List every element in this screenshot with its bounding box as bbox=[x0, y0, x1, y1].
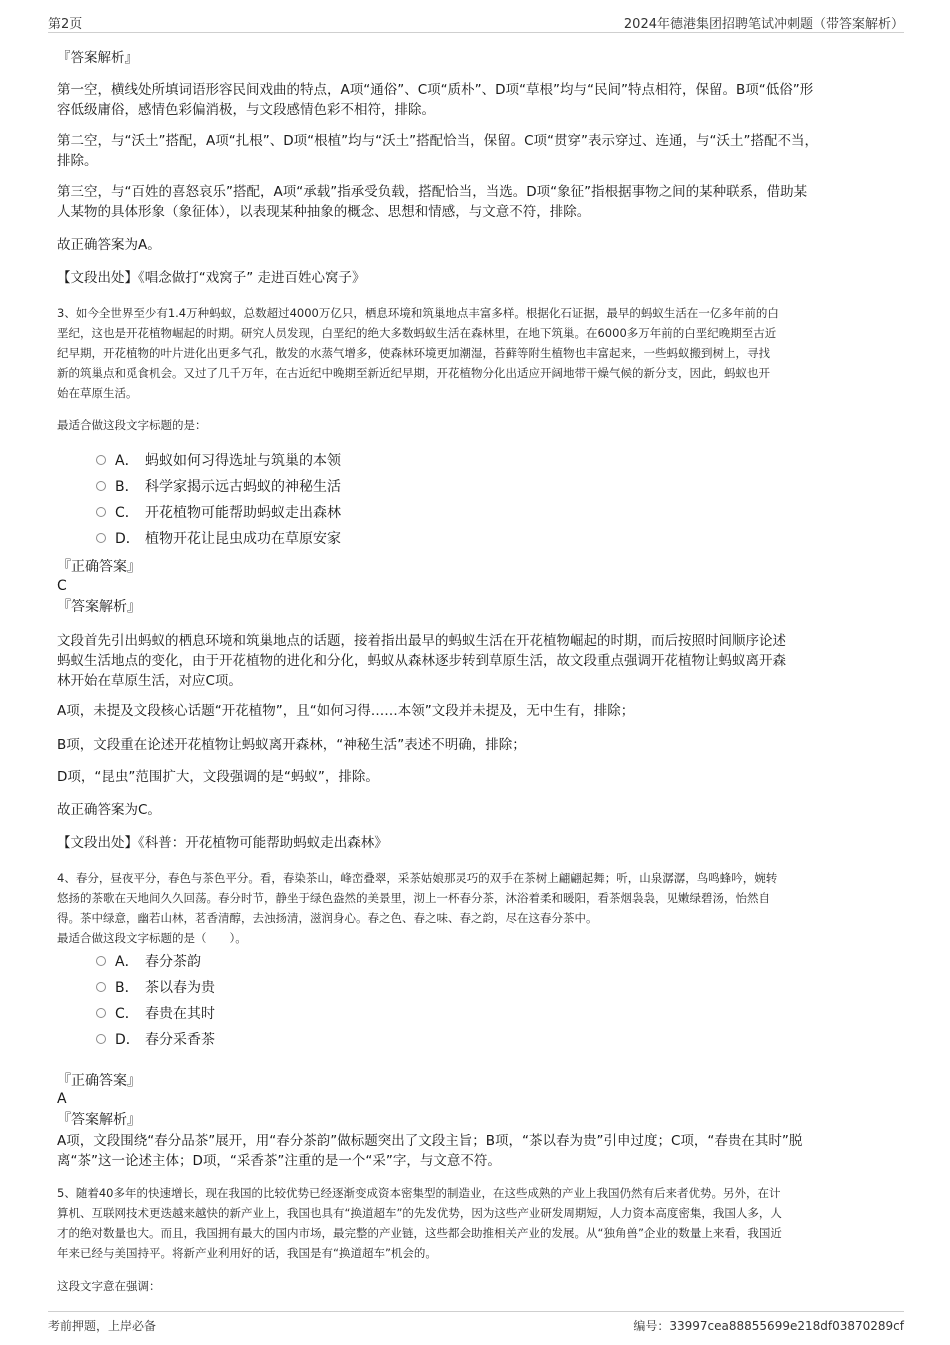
q3-conclusion: 故正确答案为C。 bbox=[57, 802, 161, 818]
q3-analysis-line: B项，文段重在论述开花植物让蚂蚁离开森林，“神秘生活”表述不明确，排除； bbox=[57, 737, 526, 753]
radio-icon[interactable] bbox=[96, 481, 106, 491]
page-footer bbox=[48, 1311, 904, 1336]
radio-icon[interactable] bbox=[96, 956, 106, 966]
radio-icon[interactable] bbox=[96, 1008, 106, 1018]
q3-analysis-line: D项，“昆虫”范围扩大，文段强调的是“蚂蚁”，排除。 bbox=[57, 769, 379, 785]
q2-analysis-line: 第一空，横线处所填词语形容民间戏曲的特点，A项“通俗”、C项“质朴”、D项“草根”均与“民间”特点相符，保留。B项“低俗”形 bbox=[57, 82, 814, 98]
q3-passage-line: 纪早期，开花植物的叶片进化出更多气孔，散发的水蒸气增多，使森林环境更加潮湿，苔藓等附生植物也丰富起来，一些蚂蚁搬到树上，寻找 bbox=[57, 346, 770, 360]
q2-analysis-line: 第三空，与“百姓的喜怒哀乐”搭配，A项“承载”指承受负载，搭配恰当，当选。D项“象征”指根据事物之间的某种联系，借助某 bbox=[57, 184, 808, 200]
q3-analysis-line: A项，未提及文段核心话题“开花植物”，且“如何习得……本领”文段并未提及，无中生有，排除； bbox=[57, 703, 635, 719]
q3-analysis-line: 文段首先引出蚂蚁的栖息环境和筑巢地点的话题，接着指出最早的蚂蚁生活在开花植物崛起的时期，而后按照时间顺序论述 bbox=[57, 633, 786, 649]
q3-analysis-line: 蚂蚁生活地点的变化，由于开花植物的进化和分化，蚂蚁从森林逐步转到草原生活，故文段重点强调开花植物让蚂蚁离开森 bbox=[57, 653, 786, 669]
q3-correct-answer: C bbox=[57, 578, 67, 594]
q2-conclusion: 故正确答案为A。 bbox=[57, 237, 161, 253]
q3-passage-line: 垩纪，这也是开花植物崛起的时期。研究人员发现，白垩纪的绝大多数蚂蚁生活在森林里，在地下筑巢。在6000多万年前的白垩纪晚期至古近 bbox=[57, 326, 777, 340]
q4-passage-line: 得。茶中绿意，幽若山林，茗香清醇，去浊扬清，滋润身心。春之色、春之味、春之韵，尽在这春分茶中。 bbox=[57, 911, 598, 925]
q3-prompt: 最适合做这段文字标题的是： bbox=[57, 418, 207, 432]
q3-passage-line: 新的筑巢点和觅食机会。又过了几千万年，在古近纪中晚期至新近纪早期，开花植物分化出适应开阔地带干燥气候的新分支，因此，蚂蚁也开 bbox=[57, 366, 770, 380]
q4-analysis-label: 『答案解析』 bbox=[57, 1112, 141, 1128]
radio-icon[interactable] bbox=[96, 507, 106, 517]
q3-passage-line: 3、如今全世界至少有1.4万种蚂蚁，总数超过4000万亿只，栖息环境和筑巢地点丰富多样。根据化石证据，最早的蚂蚁生活在一亿多年前的白 bbox=[57, 306, 779, 320]
q4-analysis-line: A项，文段围绕“春分品茶”展开，用“春分茶韵”做标题突出了文段主旨；B项，“茶以春为贵”引申过度；C项，“春贵在其时”脱 bbox=[57, 1133, 803, 1149]
q4-option-d[interactable]: D． 春分采香茶 bbox=[96, 1030, 215, 1050]
radio-icon[interactable] bbox=[96, 455, 106, 465]
page-header bbox=[48, 10, 904, 33]
q3-correct-label: 『正确答案』 bbox=[57, 559, 141, 575]
q3-option-a[interactable]: A． 蚂蚁如何习得选址与筑巢的本领 bbox=[96, 451, 341, 471]
document-title: 2024年德港集团招聘笔试冲刺题（带答案解析） bbox=[623, 17, 904, 32]
q4-passage-line: 悠扬的茶歌在天地间久久回荡。春分时节，静坐于绿色盎然的美景里，沏上一杯春分茶，沐浴着柔和暖阳，看茶烟袅袅，见嫩绿碧汤，怡然自 bbox=[57, 891, 770, 905]
q2-analysis-line: 第二空，与“沃土”搭配，A项“扎根”、D项“根植”均与“沃土”搭配恰当，保留。C项“贯穿”表示穿过、连通，与“沃土”搭配不当， bbox=[57, 133, 818, 149]
document-code bbox=[633, 1317, 904, 1334]
q2-source: 【文段出处】《唱念做打“戏窝子” 走进百姓心窝子》 bbox=[57, 270, 366, 286]
q3-passage-line: 始在草原生活。 bbox=[57, 386, 138, 400]
radio-icon[interactable] bbox=[96, 533, 106, 543]
q5-passage-line: 算机、互联网技术更迭越来越快的新产业上，我国也具有“换道超车”的先发优势，因为这些产业研发周期短，人力资本高度密集，我国人多，人 bbox=[57, 1206, 782, 1220]
q4-prompt: 最适合做这段文字标题的是（ ）。 bbox=[57, 931, 247, 945]
q5-passage-line: 5、随着40多年的快速增长，现在我国的比较优势已经逐渐变成资本密集型的制造业，在这些成熟的产业上我国仍然有后来者优势。另外，在计 bbox=[57, 1186, 781, 1200]
q3-option-b[interactable]: B． 科学家揭示远古蚂蚁的神秘生活 bbox=[96, 477, 341, 497]
q5-passage-line: 才的绝对数量也大。而且，我国拥有最大的国内市场，最完整的产业链，这些都会助推相关产业的发展。从“独角兽”企业的数量上来看，我国近 bbox=[57, 1226, 782, 1240]
q3-option-d[interactable]: D． 植物开花让昆虫成功在草原安家 bbox=[96, 529, 341, 549]
radio-icon[interactable] bbox=[96, 982, 106, 992]
q2-analysis-line: 排除。 bbox=[57, 153, 98, 169]
q3-analysis-line: 林开始在草原生活，对应C项。 bbox=[57, 673, 242, 689]
radio-icon[interactable] bbox=[96, 1034, 106, 1044]
q5-passage-line: 年来已经与美国持平。将新产业利用好的话，我国是有“换道超车”机会的。 bbox=[57, 1246, 437, 1260]
page-number: 第2页 bbox=[48, 17, 83, 32]
q2-analysis-line: 人某物的具体形象（象征体），以表现某种抽象的概念、思想和情感，与文意不符，排除。 bbox=[57, 204, 591, 220]
code-value: 33997cea88855699e218df03870289cf bbox=[669, 1319, 904, 1333]
q4-option-c[interactable]: C． 春贵在其时 bbox=[96, 1004, 215, 1024]
q5-prompt: 这段文字意在强调： bbox=[57, 1279, 161, 1293]
q4-option-a[interactable]: A． 春分茶韵 bbox=[96, 952, 201, 972]
q4-correct-label: 『正确答案』 bbox=[57, 1073, 141, 1089]
code-label: 编号： bbox=[633, 1319, 670, 1333]
footer-slogan: 考前押题，上岸必备 bbox=[48, 1319, 157, 1333]
q4-passage-line: 4、春分，昼夜平分，春色与茶色平分。看，春染茶山，峰峦叠翠，采茶姑娘那灵巧的双手在茶树上翩翩起舞；听，山泉潺潺，鸟鸣蜂吟，婉转 bbox=[57, 871, 778, 885]
q3-option-c[interactable]: C． 开花植物可能帮助蚂蚁走出森林 bbox=[96, 503, 341, 523]
q2-analysis-label: 『答案解析』 bbox=[57, 50, 138, 66]
q3-source: 【文段出处】《科普：开花植物可能帮助蚂蚁走出森林》 bbox=[57, 835, 388, 851]
q4-option-b[interactable]: B． 茶以春为贵 bbox=[96, 978, 215, 998]
q4-correct-answer: A bbox=[57, 1091, 67, 1107]
q2-analysis-line: 容低级庸俗，感情色彩偏消极，与文段感情色彩不相符，排除。 bbox=[57, 102, 435, 118]
q4-analysis-line: 离“茶”这一论述主体；D项，“采香茶”注重的是一个“采”字，与文意不符。 bbox=[57, 1153, 501, 1169]
q3-analysis-label: 『答案解析』 bbox=[57, 599, 141, 615]
